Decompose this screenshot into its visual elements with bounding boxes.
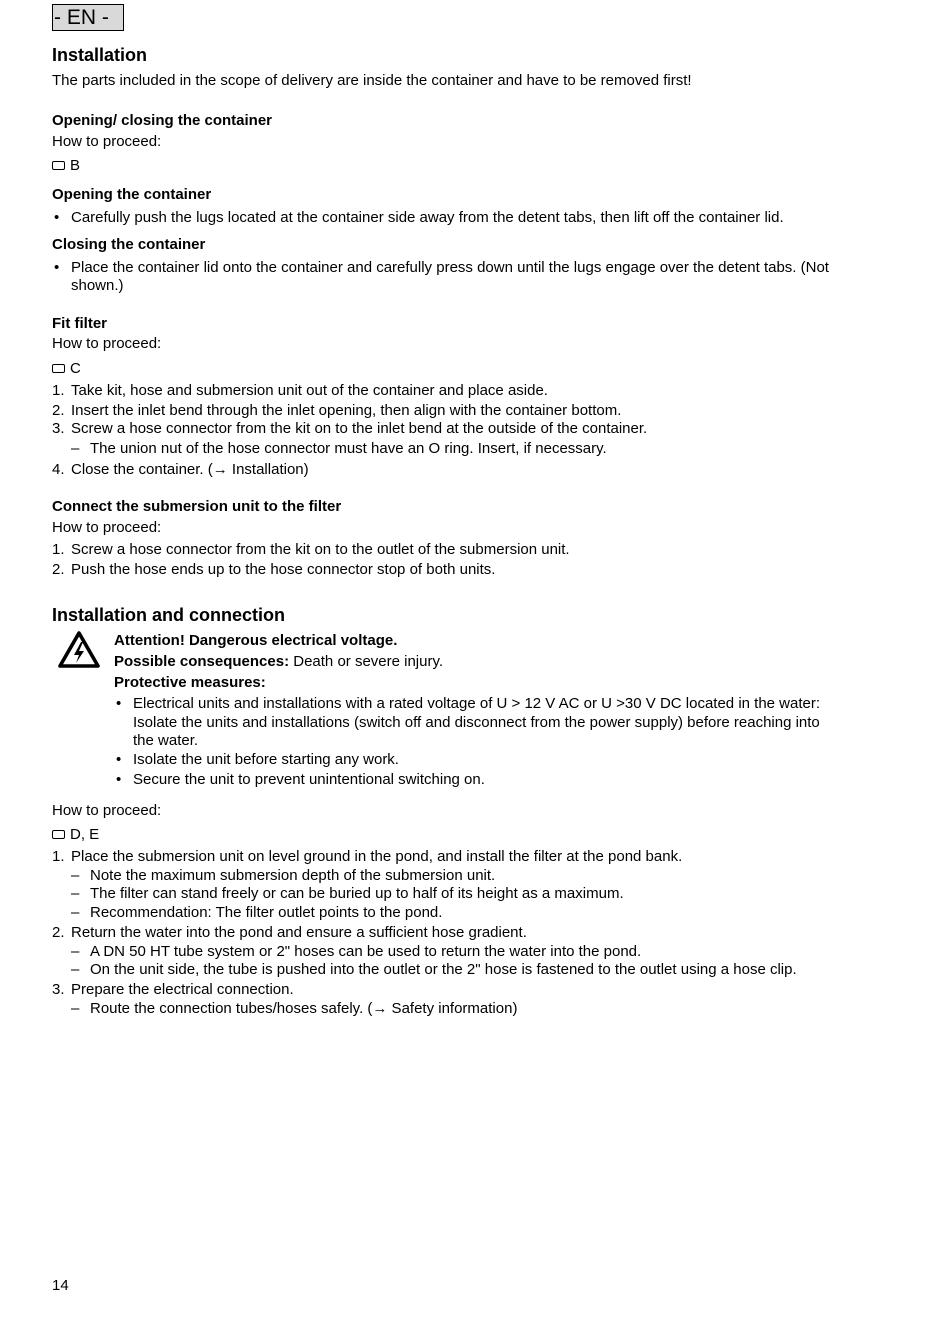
connect-steps: 1. Screw a hose connector from the kit on to the outlet of the submersion unit. 2. Push the hose ends up to the hose connector stop of both units.: [52, 541, 570, 578]
how-to-proceed: How to proceed:: [52, 802, 162, 819]
subsection-title-fit-filter: Fit filter: [52, 315, 107, 332]
section-title-installation-connection: Installation and connection: [52, 605, 286, 625]
bullet-dot: •: [116, 751, 122, 768]
how-to-proceed: How to proceed:: [52, 335, 162, 352]
installation-intro: The parts included in the scope of delivery are inside the container and have to be removed first!: [52, 72, 692, 89]
figure-reference: C: [52, 360, 81, 378]
warning-block: Attention! Dangerous electrical voltage. Possible consequences: Death or severe injury. Protective measures: • Electrical units and installations with a rated voltage of U > 12 V AC or U >30 V DC located in the water: Isolate the units and installations (switch off and disconnect from the power supply) before reaching into the water. • Isolate the unit before starting any work. • Secure the unit to prevent unintentional switching on.: [114, 632, 884, 792]
figure-icon: [52, 364, 65, 373]
closing-bullet: • Place the container lid onto the container and carefully press down until the lugs engage over the detent tabs. (Not shown.): [54, 259, 829, 294]
subsection-title-open-close: Opening/ closing the container: [52, 112, 273, 129]
figure-reference: D, E: [52, 826, 99, 844]
opening-title: Opening the container: [52, 186, 212, 203]
figure-reference: B: [52, 157, 80, 175]
page-number: 14: [52, 1277, 69, 1294]
how-to-proceed: How to proceed:: [52, 133, 162, 150]
bullet-dot: •: [54, 259, 60, 276]
electrical-hazard-icon: [58, 631, 100, 669]
how-to-proceed: How to proceed:: [52, 519, 162, 536]
opening-bullet: • Carefully push the lugs located at the container side away from the detent tabs, then lift off the container lid.: [54, 209, 784, 226]
bullet-dot: •: [54, 209, 60, 226]
warning-measures-label: Protective measures:: [114, 674, 266, 691]
installation-connection-steps: 1. Place the submersion unit on level ground in the pond, and install the filter at the pond bank. – Note the maximum submersion depth of the submersion unit. – The filter can stand freely or can be buried up to half of its height as a maximum. – Recommendation: The filter outlet points to the pond. 2. Return the water into the pond and ensure a sufficient hose gradient. – A DN 50 HT tube system or 2" hoses can be used to return the water into the pond. – On the unit side, the tube is pushed into the outlet or the 2" hose is fastened to the outlet using a hose clip. 3. Prepare the electrical connection. – Route the connection tubes/hoses safely. (→ Safety information): [52, 848, 797, 1017]
figure-icon: [52, 161, 65, 170]
warning-consequences: Possible consequences: Death or severe injury.: [114, 653, 444, 670]
subsection-title-connect: Connect the submersion unit to the filter: [52, 498, 342, 515]
warning-measure-item: • Electrical units and installations with a rated voltage of U > 12 V AC or U >30 V DC located in the water: Isolate the units and installations (switch off and disconnect from the power supply) before reaching into the water.: [116, 695, 821, 749]
figure-icon: [52, 830, 65, 839]
fit-filter-steps: 1. Take kit, hose and submersion unit out of the container and place aside. 2. Insert the inlet bend through the inlet opening, then align with the container bottom. 3. Screw a hose connector from the kit on to the inlet bend at the outside of the container. – The union nut of the hose connector must have an O ring. Insert, if necessary. 4. Close the container. (→ Installation): [52, 382, 648, 478]
warning-headline: Attention! Dangerous electrical voltage.: [114, 632, 398, 649]
bullet-dot: •: [116, 771, 122, 788]
bullet-dot: •: [116, 695, 122, 712]
language-badge: - EN -: [52, 4, 124, 31]
closing-title: Closing the container: [52, 236, 206, 253]
section-title-installation: Installation: [52, 45, 148, 65]
